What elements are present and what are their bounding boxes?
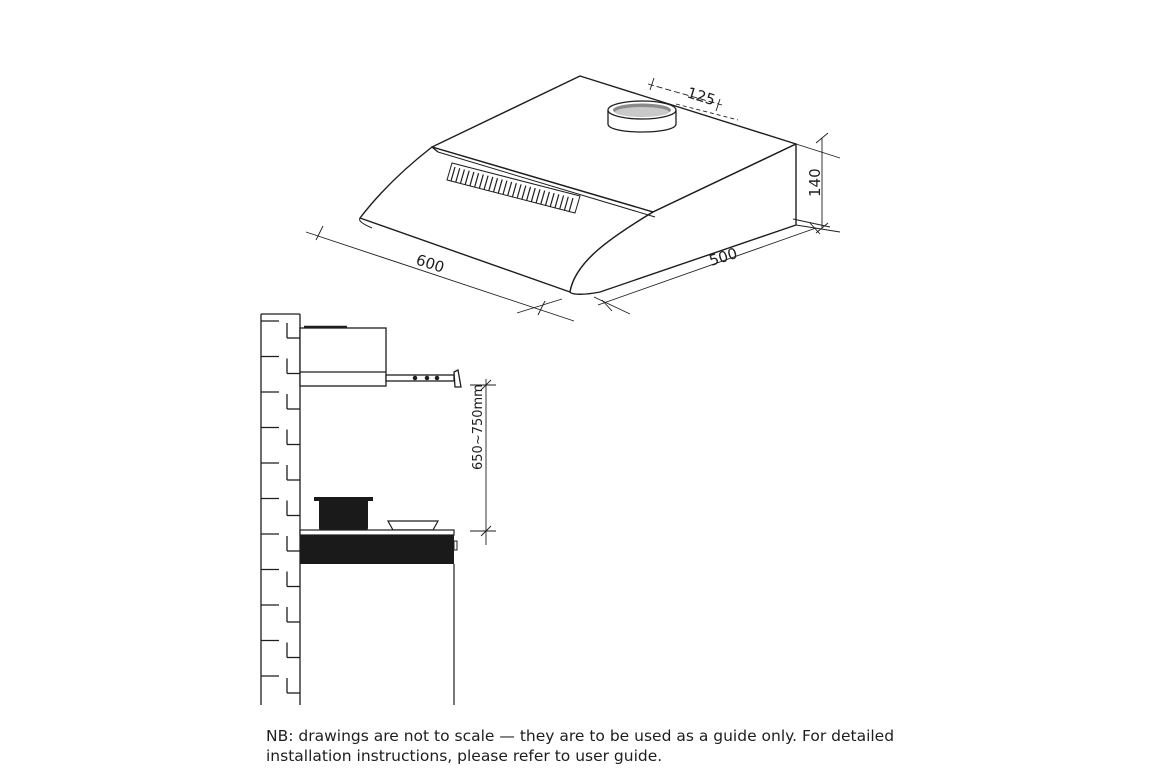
note-line-1: NB: drawings are not to scale — they are to be used as a guide only. For detailed [266, 727, 895, 745]
depth-label: 500 [706, 244, 740, 270]
pot-icon [314, 497, 373, 530]
disclaimer-note [266, 726, 895, 766]
mounting-height-label: 650~750mm [471, 384, 486, 470]
pan-icon [388, 521, 438, 530]
width-label: 600 [413, 250, 447, 277]
hood-side-view [300, 327, 461, 387]
duct-diameter-label: 125 [684, 83, 718, 110]
height-label: 140 [806, 168, 824, 197]
note-line-2: installation instructions, please refer to user guide. [266, 747, 663, 765]
cooktop [300, 530, 457, 564]
wall-brick [261, 314, 300, 705]
duct-collar [608, 101, 676, 132]
